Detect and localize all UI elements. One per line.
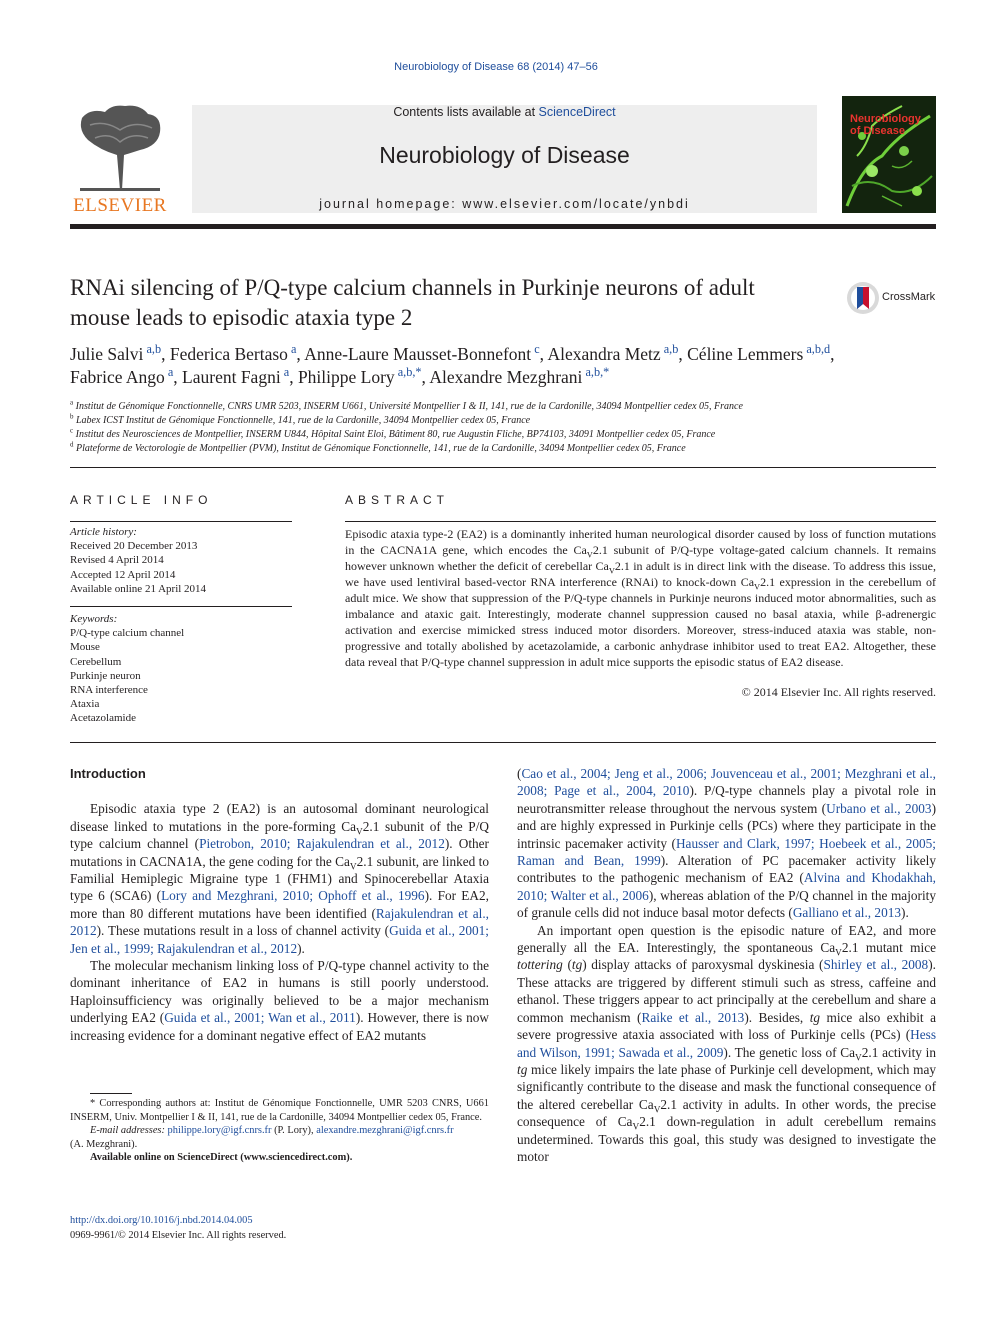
citation-link[interactable]: Lory and Mezghrani, 2010; Ophoff et al., 1996 <box>161 888 425 904</box>
keyword: Mouse <box>70 641 100 654</box>
masthead-rule <box>70 224 936 229</box>
affiliations <box>70 400 936 456</box>
footnote-rule <box>90 1093 132 1094</box>
doi-link[interactable]: http://dx.doi.org/10.1016/j.nbd.2014.04.005 <box>70 1215 253 1226</box>
abstract-copyright: © 2014 Elsevier Inc. All rights reserved. <box>741 685 936 699</box>
affiliation: $^a$ Institut de Génomique Fonctionnelle, CNRS UMR 5203, INSERM U661, Université Montpellier I & II, 141, rue de la Cardonille, 34094 Montpellier cedex 05, France <box>70 398 743 412</box>
author: Alexandra Metz <box>547 344 661 364</box>
author-affiliation-marker[interactable]: c <box>531 342 540 357</box>
issn-line: 0969-9961/© 2014 Elsevier Inc. All rights reserved. <box>70 1229 287 1241</box>
abstract-text: Episodic ataxia type-2 (EA2) is a dominantly inherited human neurological disorder caused by loss of function mutations in the CACNA1A gene, which encodes the $Ca_V2.1$ subunit of P/Q-type voltage-gated calcium channels. It remains however unknown whether the deficit of cerebellar $Ca_V2.1$ in adult is in direct link with the disease. To address this issue, we have used lentiviral based-vector RNA interference (RNAi) to knock-down $Ca_V2.1$ expression in the cerebellum of adult mice. We show that suppression of the P/Q-type channels in Purkinje neurons induced motor abnormalities, such as imbalance and ataxic gait. Interestingly, moderate channel suppression caused no basal ataxia, while β-adrenergic activation and exercise mimicked stress induced motor disorders. Moreover, stress-induced ataxia was stable, non-progressive and totally abolished by acetazolamide, a carbonic anhydrase inhibitor used to treat EA2. Altogether, these data reveal that P/Q-type channel suppression in adult mice supports the episodic status of EA2 disease. <box>345 527 937 669</box>
email-link[interactable]: alexandre.mezghrani@igf.cnrs.fr <box>316 1125 454 1136</box>
citation-link[interactable]: Cao et al., 2004; Jeng et al., 2006; Jouvenceau et al., 2001; Mezghrani et al., 2008; Page et al., 2004, 2010 <box>517 766 936 799</box>
article-info-heading: ARTICLE INFO <box>70 493 213 507</box>
citation-link[interactable]: Guida et al., 2001; Wan et al., 2011 <box>164 1010 356 1026</box>
keyword: P/Q-type calcium channel <box>70 627 185 640</box>
affiliation: $^d$ Plateforme de Vectorologie de Montpellier (PVM), Institut de Génomique Fonctionnelle, 141, rue de la Cardonille, 34094 Montpellier cedex 05, France <box>70 440 686 454</box>
publisher-wordmark: ELSEVIER <box>73 195 167 216</box>
crossmark-label: CrossMark <box>882 291 936 303</box>
keyword: Purkinje neuron <box>70 669 141 682</box>
journal-citation[interactable]: Neurobiology of Disease 68 (2014) 47–56 <box>394 61 598 73</box>
citation-link[interactable]: Urbano et al., 2003 <box>826 800 932 816</box>
article-history <box>70 525 292 596</box>
footnote <box>70 1097 489 1165</box>
citation-link[interactable]: Pietrobon, 2010; Rajakulendran et al., 2012 <box>199 836 445 852</box>
affiliation: $^b$ Labex ICST Institut de Génomique Fonctionnelle, 141, rue de la Cardonille, 34094 Montpellier cedex 05, France <box>70 412 531 426</box>
author-affiliation-marker[interactable]: a <box>164 365 174 380</box>
paragraph: Episodic ataxia type 2 (EA2) is an autosomal dominant neurological disease linked to mutations in the pore-forming $Ca_V2.1$ subunit of the P/Q type calcium channel (Pietrobon, 2010; Rajakulendran et al., 2012). Other mutations in CACNA1A, the gene coding for the $Ca_V2.1$ subunit, are linked to Familial Hemiplegic Migraine type 1 (FHM1) and Spinocerebellar Ataxia type 6 (SCA6) (Lory and Mezghrani, 2010; Ophoff et al., 1996). For EA2, more than 80 different mutations have been identified (Rajakulendran et al., 2012). These mutations result in a loss of channel activity (Guida et al., 2001; Jen et al., 1999; Rajakulendran et al., 2012). <box>70 801 490 956</box>
body-column-left <box>70 765 489 1044</box>
citation-link[interactable]: Hausser and Clark, 1997; Hoebeek et al., 2005; Raman and Bean, 1999 <box>517 835 936 869</box>
author-affiliation-marker[interactable]: a,b <box>143 342 162 357</box>
paragraph: An important open question is the episodic nature of EA2, and more generally all the EA. Interestingly, the spontaneous $Ca_V2.1$ mutant mice tottering (tg) display attacks of paroxysmal dyskinesia (Shirley et al., 2008). These attacks are triggered by different stimuli such as stress, caffeine and ethanol. These triggers appear to act principally at the cerebellum and share a common mechanism (Raike et al., 2013). Besides, tg mice also exhibit a severe progressive ataxia associated with loss of Purkinje cells (PCs) (Hess and Wilson, 1991; Sawada et al., 2009). The genetic loss of $Ca_V2.1$ activity in tg mice likely impairs the late phase of Purkinje cell development, which may significantly contribute to the disease and mask the functional consequence of the altered cerebellar $Ca_V2.1$ activity in adults. In other words, the precise consequence of $Ca_V2.1$ down-regulation in adult cerebellum remains undetermined. Towards this goal, this study was designed to investigate the motor <box>517 922 937 1164</box>
divider <box>345 521 936 522</box>
elsevier-logo <box>70 100 170 215</box>
citation-link[interactable]: Hess and Wilson, 1991; Sawada et al., 2009 <box>517 1027 936 1060</box>
journal-homepage[interactable]: journal homepage: www.elsevier.com/locate/ynbdi <box>319 197 690 211</box>
keyword: Cerebellum <box>70 655 122 668</box>
author-list: Julie Salvi $^{a,b}$, Federica Bertaso $^a$, Anne-Laure Mausset-Bonnefont $^c$, Alexandra Metz $^{a,b}$, Céline Lemmers $^{a,b,d}$, Fabrice Ango $^a$, Laurent Fagni $^a$, Philippe Lory $^{a,b,*}$, Alexandre Mezghrani $^{a,b,*}$ <box>70 342 835 387</box>
keywords <box>70 612 292 726</box>
citation-link[interactable]: Shirley et al., 2008 <box>823 957 929 973</box>
author-affiliation-marker[interactable]: a,b,* <box>582 365 610 380</box>
history-label: Article history: <box>70 526 137 538</box>
author-affiliation-marker[interactable]: a <box>280 365 290 380</box>
email-link[interactable]: philippe.lory@igf.cnrs.fr <box>167 1125 272 1136</box>
cover-title: Neurobiology of Disease <box>850 113 921 137</box>
affiliation: $^c$ Institut des Neurosciences de Montpellier, INSERM U844, Hôpital Saint Eloi, Bâtiment 80, rue Augustin Fliche, BP74103, 34091 Montpellier cedex 05, France <box>70 426 716 440</box>
abstract-heading: ABSTRACT <box>345 493 450 507</box>
author: Philippe Lory <box>297 367 395 387</box>
author-affiliation-marker[interactable]: a <box>287 342 297 357</box>
crossmark-icon <box>846 281 880 315</box>
journal-cover-image <box>842 96 936 213</box>
author-affiliation-marker[interactable]: a,b <box>660 342 679 357</box>
citation-link[interactable]: Alvina and Khodakhah, 2010; Walter et al., 2006 <box>517 870 936 903</box>
keywords-label: Keywords: <box>70 613 118 625</box>
keyword: Acetazolamide <box>70 712 136 725</box>
paragraph: (Cao et al., 2004; Jeng et al., 2006; Jouvenceau et al., 2001; Mezghrani et al., 2008; Page et al., 2004, 2010). P/Q-type channels play a pivotal role in neurotransmitter release throughout the nervous system (Urbano et al., 2003) and are highly expressed in Purkinje cells (PCs) where they participate in the intrinsic pacemaker activity (Hausser and Clark, 1997; Hoebeek et al., 2005; Raman and Bean, 1999). Alteration of PC pacemaker activity likely contributes to the pathogenic mechanism of EA2 (Alvina and Khodakhah, 2010; Walter et al., 2006), whereas ablation of the P/Q channel in the majority of granule cells did not induce basal motor defects (Galliano et al., 2013). <box>517 766 937 921</box>
citation-link[interactable]: Galliano et al., 2013 <box>792 905 902 921</box>
divider <box>70 467 936 468</box>
history-entry: Accepted 12 April 2014 <box>70 568 176 581</box>
divider <box>70 742 936 743</box>
contents-line: Contents lists available at ScienceDirect <box>393 105 616 119</box>
sciencedirect-link[interactable]: ScienceDirect <box>538 105 616 119</box>
corresponding-author-note: * Corresponding authors at: Institut de Génomique Fonctionnelle, UMR 5203 CNRS, U661 INSERM, Univ. Montpellier I & II, 141, rue de la Cardonille, 34094 Montpellier cedex 05, France. <box>70 1098 489 1123</box>
section-heading-introduction: Introduction <box>70 766 146 781</box>
crossmark-badge[interactable] <box>846 281 936 315</box>
author-affiliation-marker[interactable]: a,b,* <box>394 365 422 380</box>
journal-name: Neurobiology of Disease <box>379 142 630 168</box>
history-entry: Revised 4 April 2014 <box>70 554 164 567</box>
author: Julie Salvi <box>70 344 144 364</box>
citation-link[interactable]: Raike et al., 2013 <box>641 1009 745 1025</box>
author: Fabrice Ango <box>70 367 165 387</box>
article-title: RNAi silencing of P/Q-type calcium channels in Purkinje neurons of adult mouse leads to episodic ataxia type 2 <box>70 275 755 330</box>
author: Alexandre Mezghrani <box>429 367 583 387</box>
divider <box>70 606 292 607</box>
author: Anne-Laure Mausset-Bonnefont <box>304 344 532 364</box>
history-entry: Available online 21 April 2014 <box>70 582 207 595</box>
available-online-note: Available online on ScienceDirect (www.sciencedirect.com). <box>90 1152 353 1163</box>
author: Céline Lemmers <box>687 344 804 364</box>
author-affiliation-marker[interactable]: a,b,d <box>803 342 831 357</box>
history-entry: Received 20 December 2013 <box>70 540 198 553</box>
paragraph: The molecular mechanism linking loss of P/Q-type channel activity to the dominant inheritance of EA2 in humans is still poorly understood. Haploinsufficiency was originally believed to be a major mechanism underlying EA2 (Guida et al., 2001; Wan et al., 2011). However, there is now increasing evidence for a dominant negative effect of EA2 mutants <box>70 958 489 1043</box>
body-column-right <box>517 765 936 1165</box>
email-line: E-mail addresses: philippe.lory@igf.cnrs.fr (P. Lory), alexandre.mezghrani@igf.cnrs.fr (A. Mezghrani). <box>70 1125 454 1150</box>
divider <box>70 521 292 522</box>
keyword: RNA interference <box>70 684 148 697</box>
author: Laurent Fagni <box>182 367 281 387</box>
author: Federica Bertaso <box>169 344 288 364</box>
doi-block <box>70 1214 286 1243</box>
citation-link[interactable]: Rajakulendran et al., 2012 <box>70 905 489 939</box>
citation-link[interactable]: Guida et al., 2001; Jen et al., 1999; Rajakulendran et al., 2012 <box>70 923 489 956</box>
keyword: Ataxia <box>70 698 100 711</box>
